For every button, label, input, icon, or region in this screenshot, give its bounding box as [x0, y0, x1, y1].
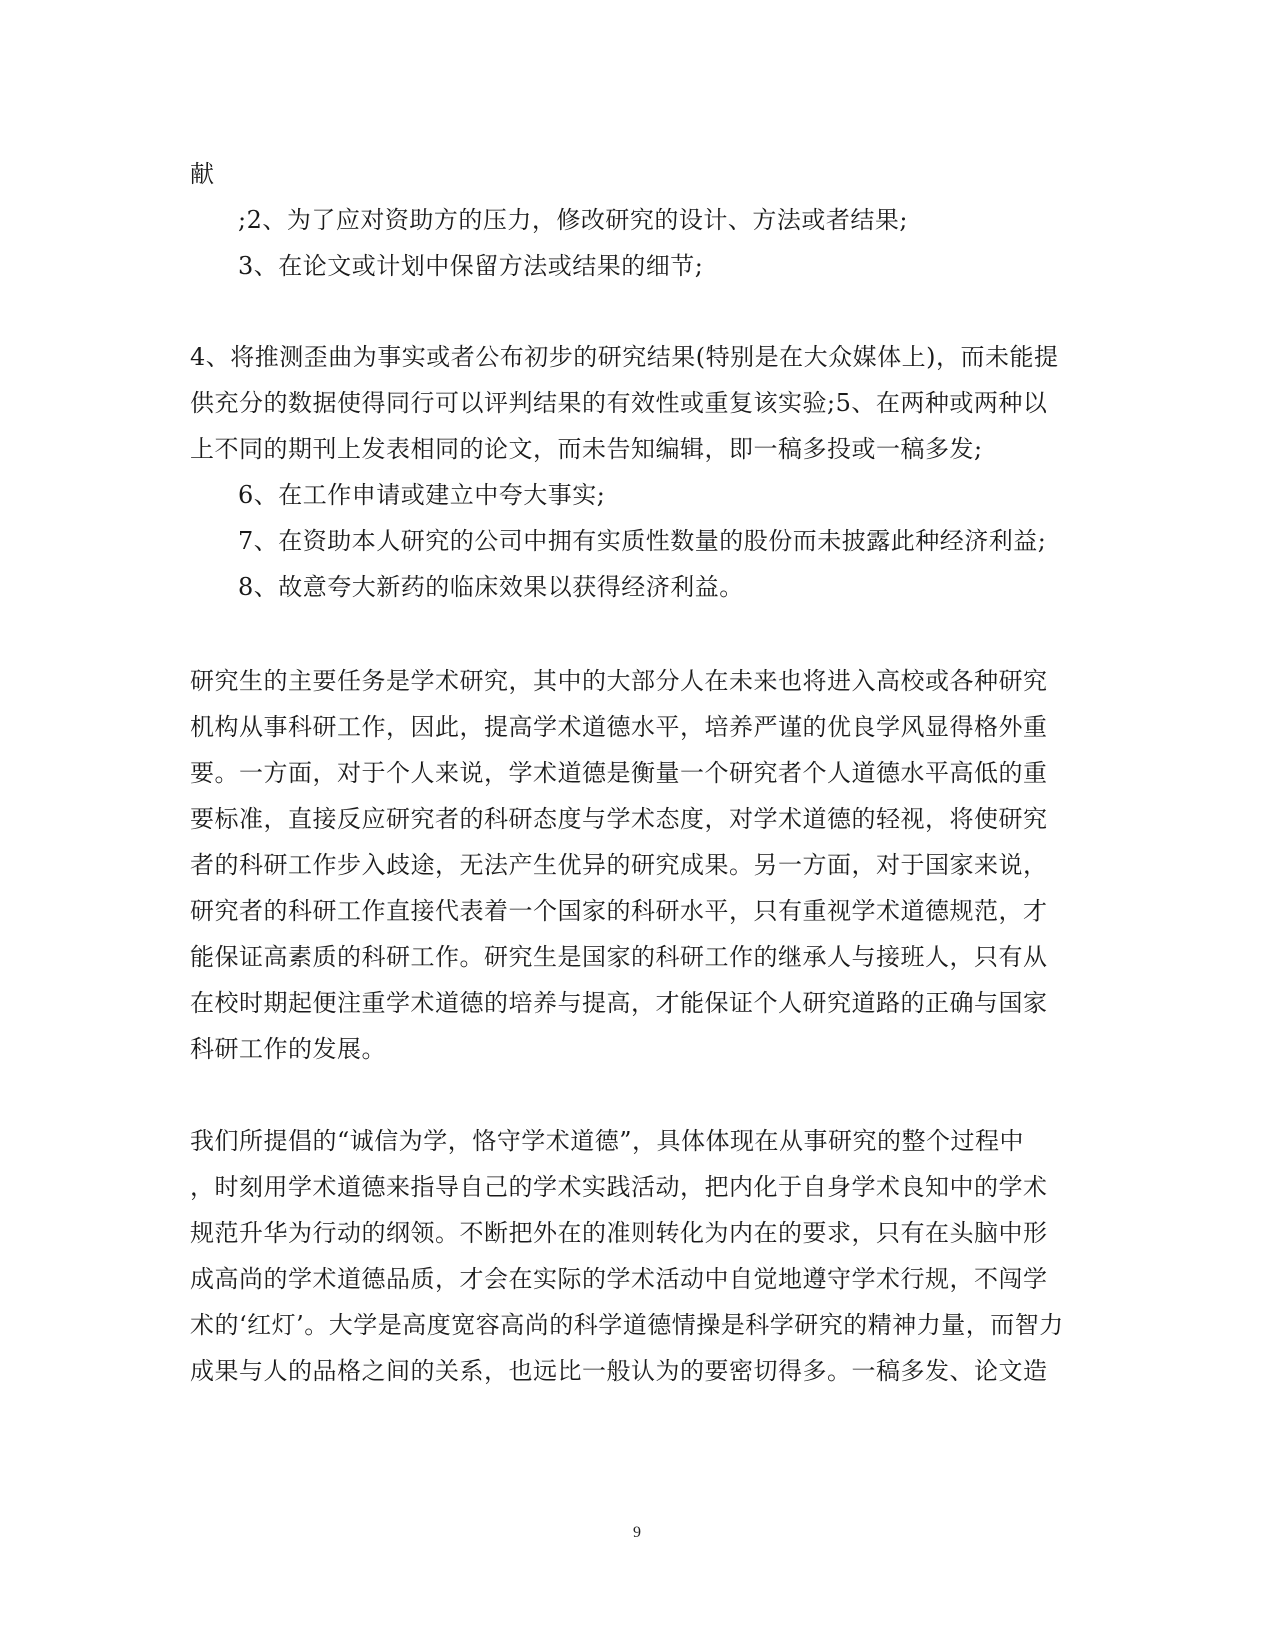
list-item: 8、故意夸大新药的临床效果以获得经济利益。 [238, 573, 744, 601]
list-item: 3、在论文或计划中保留方法或结果的细节; [238, 252, 704, 280]
text-line: 4、将推测歪曲为事实或者公布初步的研究结果(特别是在大众媒体上)，而未能提 [190, 343, 1059, 371]
paragraph-line: 机构从事科研工作，因此，提高学术道德水平，培养严谨的优良学风显得格外重 [190, 713, 1048, 741]
list-item: 7、在资助本人研究的公司中拥有实质性数量的股份而未披露此种经济利益; [238, 527, 1047, 555]
text-line: 上不同的期刊上发表相同的论文，而未告知编辑，即一稿多投或一稿多发; [190, 435, 983, 463]
paragraph-line: 我们所提倡的“诚信为学，恪守学术道德”，具体体现在从事研究的整个过程中 [190, 1127, 1025, 1155]
paragraph-line: 科研工作的发展。 [190, 1035, 386, 1063]
paragraph-line: 研究者的科研工作直接代表着一个国家的科研水平，只有重视学术道德规范，才 [190, 897, 1048, 925]
text-line: 供充分的数据使得同行可以评判结果的有效性或重复该实验;5、在两种或两种以 [190, 389, 1048, 417]
text-line: 献 [190, 160, 215, 188]
page-number: 9 [633, 1524, 641, 1541]
paragraph-line: 能保证高素质的科研工作。研究生是国家的科研工作的继承人与接班人，只有从 [190, 943, 1048, 971]
paragraph-line: 成果与人的品格之间的关系，也远比一般认为的要密切得多。一稿多发、论文造 [190, 1357, 1048, 1385]
list-item: 6、在工作申请或建立中夸大事实; [238, 481, 606, 509]
paragraph-line: 研究生的主要任务是学术研究，其中的大部分人在未来也将进入高校或各种研究 [190, 667, 1048, 695]
paragraph-line: 在校时期起便注重学术道德的培养与提高，才能保证个人研究道路的正确与国家 [190, 989, 1048, 1017]
paragraph-line: ，时刻用学术道德来指导自己的学术实践活动，把内化于自身学术良知中的学术 [190, 1173, 1048, 1201]
paragraph-line: 成高尚的学术道德品质，才会在实际的学术活动中自觉地遵守学术行规，不闯学 [190, 1265, 1048, 1293]
paragraph-line: 要。一方面，对于个人来说，学术道德是衡量一个研究者个人道德水平高低的重 [190, 759, 1048, 787]
paragraph-line: 术的‘红灯’。大学是高度宽容高尚的科学道德情操是科学研究的精神力量，而智力 [190, 1311, 1064, 1339]
paragraph-line: 规范升华为行动的纲领。不断把外在的准则转化为内在的要求，只有在头脑中形 [190, 1219, 1048, 1247]
paragraph-line: 要标准，直接反应研究者的科研态度与学术态度，对学术道德的轻视，将使研究 [190, 805, 1048, 833]
list-item: ;2、为了应对资助方的压力，修改研究的设计、方法或者结果; [238, 206, 908, 234]
paragraph-line: 者的科研工作步入歧途，无法产生优异的研究成果。另一方面，对于国家来说， [190, 851, 1048, 879]
